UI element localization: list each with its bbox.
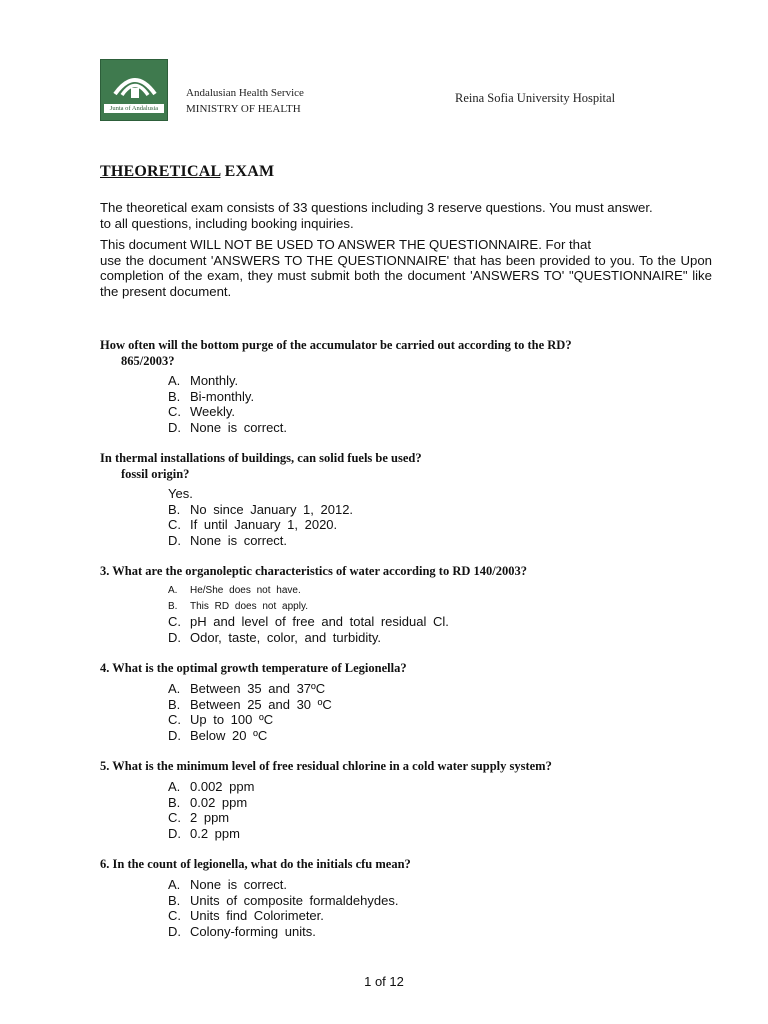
option-c: C. Units find Colorimeter.	[168, 908, 324, 923]
option-b: B. Bi-monthly.	[168, 388, 255, 404]
options-question-1	[168, 373, 287, 435]
intro-p2-line2: use the document 'ANSWERS TO THE QUESTIONNAIRE' that has been provided to you. To the Upon completion of the exam, they must submit both the document 'ANSWERS TO' "QUESTIONNAIRE" like the present document.	[100, 252, 712, 299]
question-text: 3. What are the organoleptic characteristics of water according to RD 140/2003?	[100, 564, 528, 578]
option-b: B. Units of composite formaldehydes.	[168, 892, 399, 908]
intro-paragraph-2	[100, 237, 712, 299]
junta-andalucia-logo	[100, 59, 168, 121]
option-d: D. None is correct.	[168, 532, 288, 548]
intro-paragraph-1	[100, 200, 712, 231]
options-question-2	[168, 486, 353, 548]
hospital-name: Reina Sofia University Hospital	[455, 91, 616, 105]
question-continuation: fossil origin?	[121, 467, 190, 481]
option-d: D. Colony-forming units.	[168, 923, 316, 939]
question-text: 4. What is the optimal growth temperature of Legionella?	[100, 661, 407, 675]
question-text: In thermal installations of buildings, can solid fuels be used?	[100, 451, 422, 465]
options-question-4	[168, 681, 332, 743]
option-a: A. Between 35 and 37ºC	[168, 681, 326, 696]
intro-p2-line1: This document WILL NOT BE USED TO ANSWER THE QUESTIONNAIRE. For that	[100, 237, 591, 252]
option-a: Yes.	[168, 486, 193, 501]
options-question-6	[168, 877, 398, 939]
option-c: C. Up to 100 ºC	[168, 712, 274, 727]
question-5	[100, 758, 712, 774]
option-c: C. 2 ppm	[168, 810, 230, 825]
options-question-5	[168, 779, 254, 841]
question-2	[100, 450, 712, 482]
arch-emblem-icon	[111, 68, 159, 102]
question-1	[100, 337, 712, 369]
ministry-name: MINISTRY OF HEALTH	[186, 103, 301, 115]
option-c: C. Weekly.	[168, 404, 236, 419]
question-6	[100, 856, 712, 872]
intro-p1-line1: The theoretical exam consists of 33 questions including 3 reserve questions. You must answer.	[100, 200, 653, 215]
title-underlined: THEORETICAL	[100, 163, 221, 180]
intro-p1-line2: to all questions, including booking inquiries.	[100, 215, 354, 231]
service-name: Andalusian Health Service	[186, 87, 304, 99]
question-continuation: 865/2003?	[121, 354, 175, 368]
question-text: 6. In the count of legionella, what do the initials cfu mean?	[100, 857, 411, 871]
question-text: 5. What is the minimum level of free residual chlorine in a cold water supply system?	[100, 759, 552, 773]
logo-caption: Junta of Andalusia	[104, 104, 164, 113]
page-number: 1 of 12	[364, 974, 404, 989]
option-a: A. He/She does not have.	[168, 585, 301, 596]
option-b: B. Between 25 and 30 ºC	[168, 696, 332, 712]
organization-block	[186, 85, 304, 117]
option-c: C. If until January 1, 2020.	[168, 517, 338, 532]
option-a: A. Monthly.	[168, 373, 239, 388]
page-title	[100, 163, 274, 181]
options-question-3	[168, 583, 449, 645]
option-d: D. None is correct.	[168, 419, 288, 435]
option-a: A. 0.002 ppm	[168, 779, 255, 794]
option-b: B. 0.02 ppm	[168, 794, 248, 810]
question-4	[100, 660, 712, 676]
option-d: D. 0.2 ppm	[168, 825, 240, 841]
option-b: B. No since January 1, 2012.	[168, 501, 354, 517]
option-d: D. Odor, taste, color, and turbidity.	[168, 629, 381, 645]
option-b: B. This RD does not apply.	[168, 600, 308, 612]
option-a: A. None is correct.	[168, 877, 288, 892]
question-text: How often will the bottom purge of the accumulator be carried out according to the RD?	[100, 338, 572, 352]
option-c: C. pH and level of free and total residual Cl.	[168, 614, 449, 629]
page-header	[100, 59, 660, 123]
title-rest: EXAM	[220, 163, 275, 180]
option-d: D. Below 20 ºC	[168, 727, 268, 743]
question-3	[100, 563, 712, 579]
